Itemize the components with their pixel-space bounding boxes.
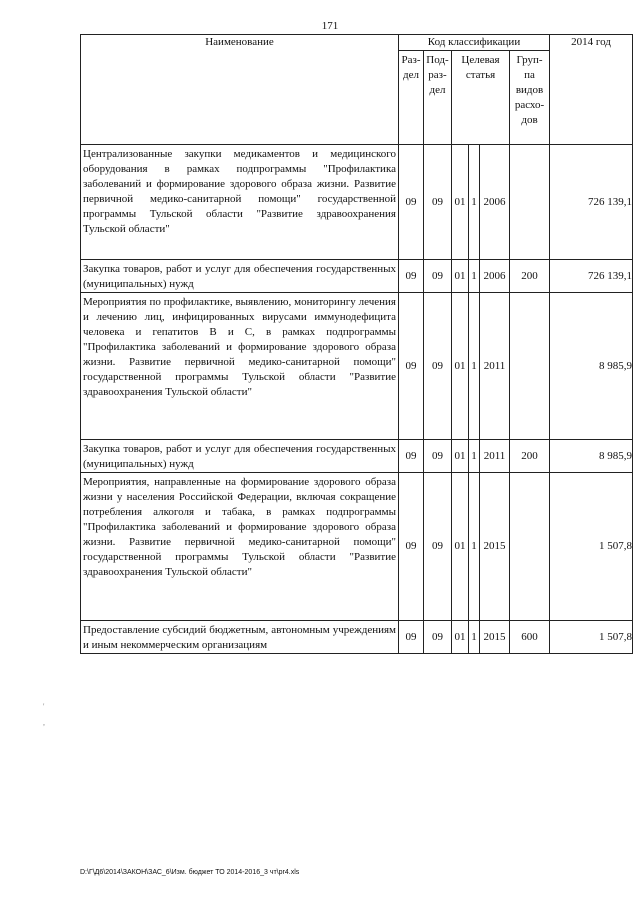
row-group: 200	[510, 440, 550, 473]
row-t3: 2015	[480, 621, 510, 654]
row-razdel: 09	[399, 293, 424, 440]
row-t3: 2011	[480, 293, 510, 440]
table-row	[81, 473, 633, 621]
row-t3: 2011	[480, 440, 510, 473]
row-podrazdel: 09	[424, 293, 452, 440]
row-t1: 01	[452, 621, 469, 654]
table-row	[81, 440, 633, 473]
margin-mark: '	[43, 702, 45, 711]
page-number: 171	[321, 20, 339, 32]
row-razdel: 09	[399, 473, 424, 621]
row-t1: 01	[452, 440, 469, 473]
row-t2: 1	[469, 621, 480, 654]
table-row	[81, 621, 633, 654]
row-podrazdel: 09	[424, 145, 452, 260]
row-t2: 1	[469, 293, 480, 440]
row-t1: 01	[452, 473, 469, 621]
row-name: Централизованные закупки медикаментов и медицинского оборудования в рамках подпрограммы "Профилактика заболеваний и формирование здорового образа жизни. Развитие первичной медико-санитарной помощи" государственной программы Тульской области "Развитие здравоохранения Тульской области"	[81, 145, 399, 260]
row-t3: 2015	[480, 473, 510, 621]
row-t2: 1	[469, 440, 480, 473]
header-razdel: Раз- дел	[399, 51, 424, 145]
row-amount: 726 139,1	[550, 260, 633, 293]
row-t1: 01	[452, 293, 469, 440]
table-row	[81, 260, 633, 293]
row-amount: 726 139,1	[550, 145, 633, 260]
row-group	[510, 473, 550, 621]
row-name: Закупка товаров, работ и услуг для обеспечения государственных (муниципальных) нужд	[81, 440, 399, 473]
row-group	[510, 293, 550, 440]
margin-mark: ,	[43, 718, 45, 727]
row-group: 200	[510, 260, 550, 293]
row-podrazdel: 09	[424, 621, 452, 654]
row-group: 600	[510, 621, 550, 654]
row-name: Предоставление субсидий бюджетным, автономным учреждениям и иным некоммерческим организациям	[81, 621, 399, 654]
row-name: Закупка товаров, работ и услуг для обеспечения государственных (муниципальных) нужд	[81, 260, 399, 293]
row-t1: 01	[452, 145, 469, 260]
row-amount: 8 985,9	[550, 440, 633, 473]
row-t3: 2006	[480, 260, 510, 293]
row-name: Мероприятия по профилактике, выявлению, мониторингу лечения и лечению лиц, инфицированных вирусами иммунодефицита человека и гепатитов В и С, в рамках подпрограммы "Профилактика заболеваний и формирование здорового образа жизни. Развитие первичной медико-санитарной помощи" государственной программы Тульской области "Развитие здравоохранения Тульской области"	[81, 293, 399, 440]
row-razdel: 09	[399, 440, 424, 473]
row-podrazdel: 09	[424, 260, 452, 293]
budget-table	[80, 34, 633, 654]
footer-file-path: D:\Г\Д6\2014\ЗАКОН\ЗАС_6\Изм. бюджет ТО 2014-2016_3 чт\pr4.xls	[80, 869, 300, 876]
row-razdel: 09	[399, 145, 424, 260]
row-name: Мероприятия, направленные на формирование здорового образа жизни у населения Российской Федерации, включая сокращение потребления алкоголя и табака, в рамках подпрограммы "Профилактика заболеваний и формирование здорового образа жизни. Развитие первичной медико-санитарной помощи" государственной программы Тульской области "Развитие здравоохранения Тульской области"	[81, 473, 399, 621]
row-amount: 1 507,8	[550, 473, 633, 621]
header-name: Наименование	[81, 35, 399, 145]
header-code: Код классификации	[399, 35, 550, 51]
row-t2: 1	[469, 473, 480, 621]
row-group	[510, 145, 550, 260]
row-podrazdel: 09	[424, 473, 452, 621]
table-row	[81, 145, 633, 260]
header-target: Целевая статья	[452, 51, 510, 145]
header-group: Груп- па видов расхо- дов	[510, 51, 550, 145]
row-t2: 1	[469, 145, 480, 260]
row-razdel: 09	[399, 260, 424, 293]
row-t1: 01	[452, 260, 469, 293]
row-amount: 1 507,8	[550, 621, 633, 654]
row-t3: 2006	[480, 145, 510, 260]
row-razdel: 09	[399, 621, 424, 654]
header-year: 2014 год	[550, 35, 633, 145]
header-podrazdel: Под- раз- дел	[424, 51, 452, 145]
row-amount: 8 985,9	[550, 293, 633, 440]
row-podrazdel: 09	[424, 440, 452, 473]
table-row	[81, 293, 633, 440]
row-t2: 1	[469, 260, 480, 293]
